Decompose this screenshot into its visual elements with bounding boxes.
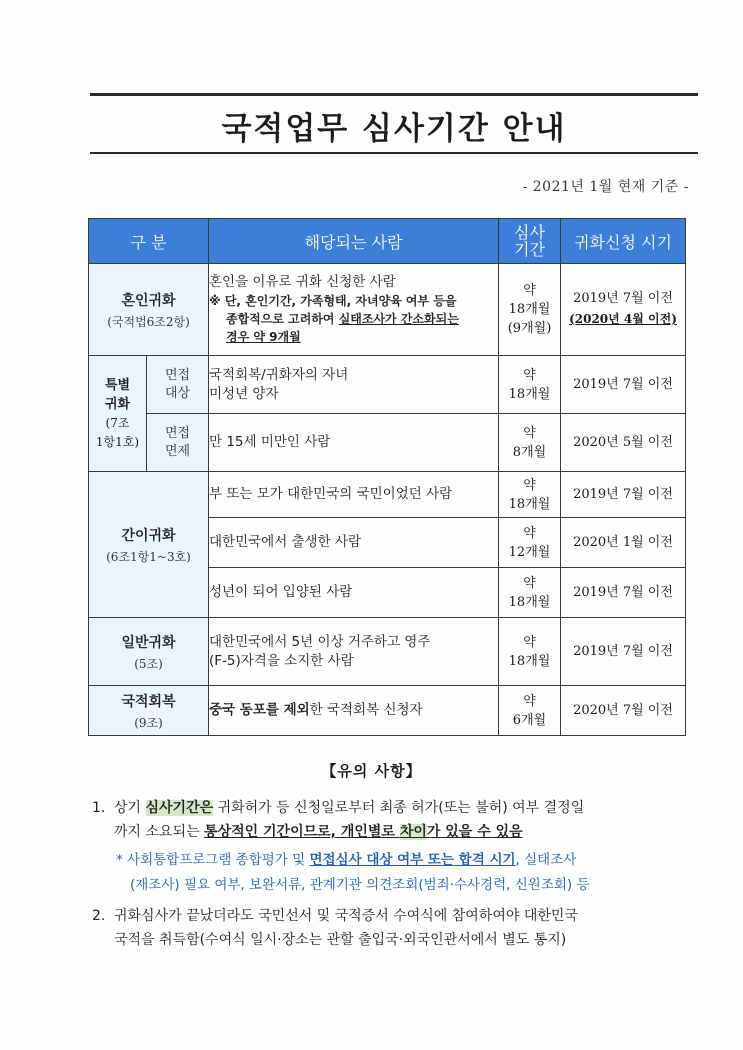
- time-simple-2: 2020년 1월 이전: [561, 518, 686, 568]
- applicant-restore-rest: 한 국적회복 신청자: [309, 702, 423, 718]
- applicant-restore-bold: 중국 동포를 제외: [209, 702, 310, 718]
- category-restore-law: (9조): [134, 715, 163, 730]
- category-general: [89, 618, 209, 686]
- notice-item-2-line2: 국적을 취득함(수여식 일시·장소는 관할 출입국·외국인관서에서 별도 통지): [114, 932, 567, 948]
- period-marriage-a: 약: [523, 283, 536, 298]
- category-simple-law: (6조1항1~3호): [106, 549, 191, 564]
- period-simple-3-b: 18개월: [508, 594, 551, 610]
- notice-item-1-p4: 까지 소요되는: [114, 824, 205, 840]
- notice-item-1-subnote: [92, 848, 712, 898]
- period-general-a: 약: [523, 634, 536, 650]
- table-row-general: [89, 618, 686, 686]
- subnote-c: , 실태조사: [515, 852, 577, 868]
- period-marriage: [499, 264, 561, 356]
- subnote-b: 면접심사 대상 여부 또는 합격 시기: [309, 852, 516, 868]
- applicant-special-interview-line1: 국적회복/귀화자의 자녀: [209, 366, 349, 383]
- applicant-general-line1: 대한민국에서 5년 이상 거주하고 영주: [209, 633, 431, 650]
- period-restore-b: 6개월: [512, 712, 547, 728]
- notice-item-1-p3: 귀화허가 등 신청일로부터 최종 허가(또는 불허) 여부 결정일: [213, 800, 585, 816]
- category-restore: [89, 686, 209, 736]
- subnote-a: * 사회통합프로그램 종합평가 및: [116, 852, 310, 868]
- category-marriage-law: (국적법6조2항): [107, 314, 190, 329]
- table-row-restore: [89, 686, 686, 736]
- time-marriage: [561, 264, 686, 356]
- period-marriage-c: (9개월): [507, 321, 552, 336]
- period-simple-1-b: 18개월: [508, 496, 551, 512]
- time-special-interview: 2019년 7월 이전: [561, 356, 686, 414]
- subcategory-interview-line2: 대상: [164, 385, 191, 401]
- table-row-marriage: [89, 264, 686, 356]
- table-row-special-exempt: [89, 414, 686, 472]
- marriage-note-line2: [209, 310, 498, 328]
- category-special-line2: 귀화: [104, 396, 131, 412]
- period-simple-1-a: 약: [523, 477, 536, 493]
- header-applicants: 해당되는 사람: [209, 219, 499, 264]
- table-row-special-interview: [89, 356, 686, 414]
- period-simple-2-b: 12개월: [508, 544, 551, 560]
- subnote-d: (재조사) 필요 여부, 보완서류, 관계기관 의견조회(범죄·수사경력, 신원조회) 등: [130, 877, 590, 893]
- period-special-interview: [499, 356, 561, 414]
- category-special: [89, 356, 147, 472]
- category-marriage-label: 혼인귀화: [121, 292, 176, 309]
- applicant-marriage: [209, 264, 499, 356]
- marriage-note-line2b: 실태조사가 간소화되는: [338, 312, 459, 326]
- notice-list: [92, 796, 712, 954]
- notice-item-1-highlight: 심사기간은: [145, 800, 214, 816]
- notice-item-1-p7: 가 있을 수 있음: [426, 824, 523, 840]
- page-title: 국적업무 심사기간 안내: [221, 111, 567, 147]
- header-period-line1: 심사: [514, 223, 545, 242]
- period-simple-3: [499, 568, 561, 618]
- applicant-simple-3: 성년이 되어 입양된 사람: [209, 568, 499, 618]
- marriage-note-line1: ※ 단, 혼인기간, 가족형태, 자녀양육 여부 등을: [209, 294, 457, 308]
- period-special-exempt-a: 약: [523, 425, 536, 441]
- time-restore: 2020년 7월 이전: [561, 686, 686, 736]
- period-simple-2: [499, 518, 561, 568]
- period-special-interview-b: 18개월: [508, 386, 551, 402]
- applicant-special-interview: [209, 356, 499, 414]
- applicant-marriage-text: 혼인을 이유로 귀화 신청한 사람: [209, 274, 396, 290]
- header-period-line2: 기간: [514, 240, 545, 259]
- applicant-general-line2: (F-5)자격을 소지한 사람: [209, 652, 354, 669]
- table-header-row: [89, 219, 686, 264]
- period-restore: [499, 686, 561, 736]
- category-restore-label: 국적회복: [121, 693, 176, 710]
- category-simple-label: 간이귀화: [121, 527, 176, 544]
- applicant-simple-2: 대한민국에서 출생한 사람: [209, 518, 499, 568]
- notice-item-1-p6: 차이: [399, 824, 427, 840]
- category-special-law1: (7조: [105, 415, 130, 430]
- applicant-special-interview-line2: 미성년 양자: [209, 385, 279, 402]
- category-general-law: (5조): [134, 656, 163, 671]
- period-special-exempt-b: 8개월: [512, 444, 547, 460]
- subcategory-exempt-line2: 면제: [164, 443, 191, 459]
- applicant-general: [209, 618, 499, 686]
- category-special-line1: 특별: [104, 377, 131, 393]
- notice-item-1-number: 1.: [92, 800, 106, 816]
- notice-item-2-line1: 귀화심사가 끝났더라도 국민선서 및 국적증서 수여식에 참여하여야 대한민국: [114, 908, 578, 924]
- time-marriage-alt: (2020년 4월 이전): [569, 312, 677, 326]
- marriage-note-line2a: 종합적으로 고려하여: [226, 312, 339, 326]
- period-general-b: 18개월: [508, 653, 551, 669]
- period-simple-2-a: 약: [523, 525, 536, 541]
- applicant-restore: [209, 686, 499, 736]
- period-simple-1: [499, 472, 561, 518]
- category-general-label: 일반귀화: [121, 634, 176, 651]
- time-simple-3: 2019년 7월 이전: [561, 568, 686, 618]
- notice-item-1-p5: 통상적인 기간이므로, 개인별로: [204, 824, 400, 840]
- subcategory-exempt: [147, 414, 209, 472]
- applicant-special-exempt: 만 15세 미만인 사람: [209, 414, 499, 472]
- period-special-interview-a: 약: [523, 367, 536, 383]
- notice-item-1: [92, 796, 712, 844]
- category-special-law2: 1항1호): [95, 434, 140, 449]
- notice-title: 【유의 사항】: [321, 762, 422, 780]
- notice-item-2-number: 2.: [92, 908, 106, 924]
- category-simple: [89, 472, 209, 618]
- title-bottom-rule: [90, 152, 698, 154]
- date-note: - 2021년 1월 현재 기준 -: [522, 179, 689, 195]
- marriage-note: [209, 292, 498, 346]
- period-marriage-b: 18개월: [508, 302, 551, 317]
- subcategory-exempt-line1: 면접: [164, 425, 191, 441]
- period-restore-a: 약: [523, 693, 536, 709]
- time-marriage-main: 2019년 7월 이전: [573, 291, 673, 306]
- time-general: 2019년 7월 이전: [561, 618, 686, 686]
- review-period-table: [88, 218, 686, 736]
- table-row-simple-1: [89, 472, 686, 518]
- notice-item-1-p1: 상기: [114, 800, 146, 816]
- subcategory-interview-line1: 면접: [164, 367, 191, 383]
- title-top-rule: [90, 93, 698, 96]
- period-special-exempt: [499, 414, 561, 472]
- period-simple-3-a: 약: [523, 575, 536, 591]
- notice-item-2: [92, 904, 712, 952]
- subcategory-interview: [147, 356, 209, 414]
- marriage-note-line3: 경우 약 9개월: [226, 330, 301, 344]
- period-general: [499, 618, 561, 686]
- header-timing: 귀화신청 시기: [561, 219, 686, 264]
- applicant-simple-1: 부 또는 모가 대한민국의 국민이었던 사람: [209, 472, 499, 518]
- time-special-exempt: 2020년 5월 이전: [561, 414, 686, 472]
- category-marriage: [89, 264, 209, 356]
- header-category: 구 분: [89, 219, 209, 264]
- header-period: [499, 219, 561, 264]
- time-simple-1: 2019년 7월 이전: [561, 472, 686, 518]
